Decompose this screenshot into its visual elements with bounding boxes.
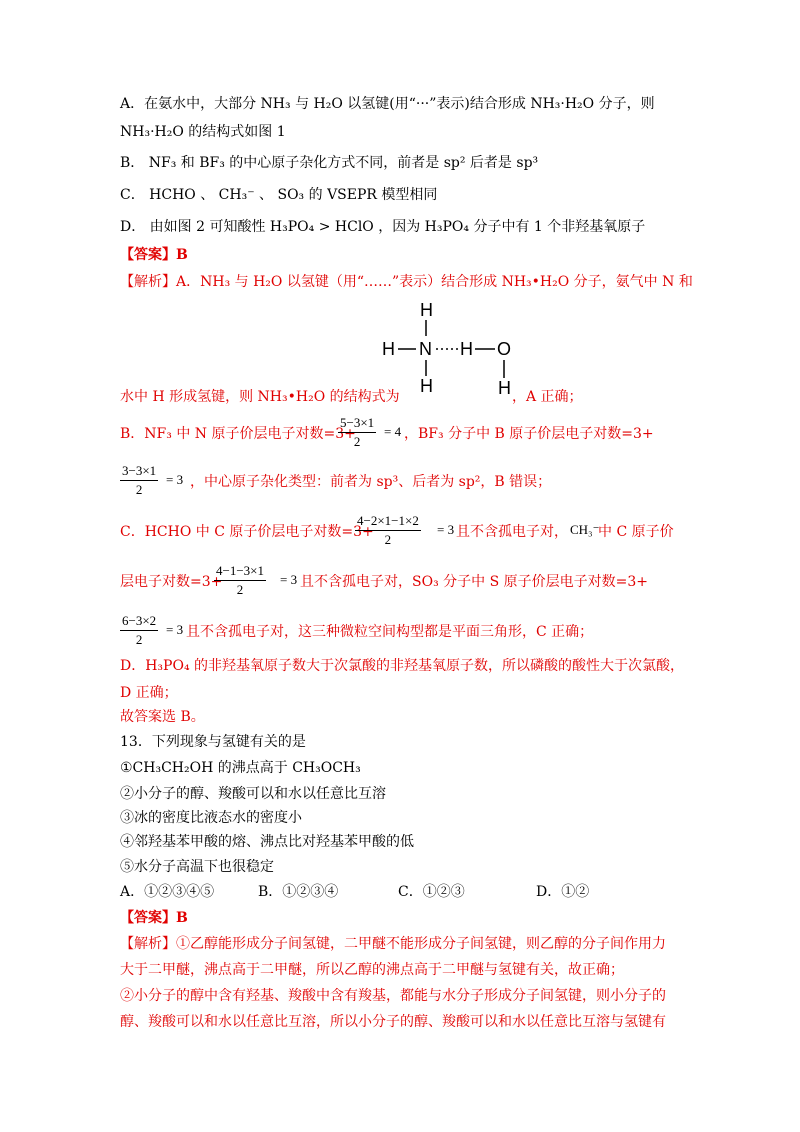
atom-h-bottom: H — [420, 376, 433, 396]
fraction-hcho: $\frac{4-2\times 1-1\times 2}{2}$ — [357, 513, 419, 547]
fraction-hcho-result: = 3 — [437, 522, 455, 537]
q13-choice-a: A．①②③④⑤ — [120, 884, 215, 900]
atom-n: N — [419, 339, 432, 359]
answer-12: 【答案】B — [120, 247, 188, 263]
explanation-b-part3: ，中心原子杂化类型：前者为 sp³、后者为 sp²，B 错误； — [190, 474, 552, 490]
fraction-ch3-result: = 3 — [280, 572, 298, 587]
fraction-ch3: $\frac{4-1-3\times 1}{2}$ — [216, 563, 264, 597]
fraction-bf3: $\frac{3-3\times 1}{2}$ — [122, 463, 157, 497]
explanation-c-part6: 且不含孤电子对，这三种微粒空间构型都是平面三角形，C 正确； — [186, 624, 594, 640]
atom-h-top: H — [420, 300, 433, 320]
fraction-nf3-result: = 4 — [384, 424, 402, 439]
explanation-c-part5: 且不含孤电子对，SO₃ 分子中 S 原子价层电子对数=3+ — [300, 574, 648, 590]
explanation-12-line2-tail: ，A 正确； — [512, 389, 583, 405]
explanation-13-line1: 【解析】①乙醇能形成分子间氢键，二甲醚不能形成分子间氢键，则乙醇的分子间作用力 — [120, 936, 666, 952]
q13-item-5: ⑤水分子高温下也很稳定 — [120, 859, 274, 875]
explanation-13-line4: 醇、羧酸可以和水以任意比互溶，所以小分子的醇、羧酸可以和水以任意比互溶与氢键有 — [120, 1014, 666, 1030]
explanation-13-line2: 大于二甲醚，沸点高于二甲醚，所以乙醇的沸点高于二甲醚与氢键有关，故正确； — [120, 962, 624, 978]
q13-item-2: ②小分子的醇、羧酸可以和水以任意比互溶 — [120, 786, 386, 802]
fraction-nf3: $\frac{5-3\times 1}{2}$ — [340, 415, 375, 449]
atom-h-left: H — [382, 339, 395, 359]
conclusion-12: 故答案选 B。 — [120, 709, 205, 725]
q13-choice-d: D．①② — [536, 884, 590, 900]
option-a-line2: NH₃·H₂O 的结构式如图 1 — [120, 124, 286, 140]
q13-item-3: ③冰的密度比液态水的密度小 — [120, 810, 302, 826]
q13-choice-c: C．①②③ — [398, 884, 465, 900]
option-a-line1: A．在氨水中，大部分 NH₃ 与 H₂O 以氢键(用“···”表示)结合形成 NH₃·H₂O 分子，则 — [120, 96, 655, 112]
explanation-12-line2: 水中 H 形成氢键，则 NH₃•H₂O 的结构式为 — [120, 389, 400, 405]
answer-13: 【答案】B — [120, 910, 188, 926]
atom-h-o: H — [498, 378, 511, 398]
q13-item-4: ④邻羟基苯甲酸的熔、沸点比对羟基苯甲酸的低 — [120, 834, 414, 850]
ch3-anion: CH₃⁻ — [570, 522, 600, 537]
explanation-c-part2: 且不含孤电子对， — [456, 524, 568, 540]
fraction-so3: $\frac{6-3\times 2}{2}$ — [122, 613, 157, 647]
explanation-c-part4: 层电子对数=3+ — [120, 574, 223, 590]
option-b: B． NF₃ 和 BF₃ 的中心原子杂化方式不同，前者是 sp² 后者是 sp³ — [120, 155, 539, 171]
fraction-so3-result: = 3 — [166, 622, 184, 637]
explanation-b-part1: B．NF₃ 中 N 原子价层电子对数=3+ — [120, 426, 356, 442]
atom-o: O — [497, 339, 512, 359]
explanation-b-part2: ，BF₃ 分子中 B 原子价层电子对数=3+ — [404, 426, 654, 442]
q13-choice-b: B．①②③④ — [258, 884, 339, 900]
question-13-stem: 13．下列现象与氢键有关的是 — [120, 734, 306, 750]
fraction-bf3-result: = 3 — [166, 472, 184, 487]
explanation-13-line3: ②小分子的醇中含有羟基、羧酸中含有羧基，都能与水分子形成分子间氢键，则小分子的 — [120, 988, 666, 1004]
nh3-h2o-structure — [378, 298, 528, 398]
option-d: D． 由如图 2 可知酸性 H₃PO₄ > HClO ，因为 H₃PO₄ 分子中有 1 个非羟基氧原子 — [120, 219, 646, 235]
explanation-c-part3: 中 C 原子价 — [598, 524, 674, 540]
option-c: C． HCHO 、 CH₃⁻ 、 SO₃ 的 VSEPR 模型相同 — [120, 187, 438, 203]
explanation-d-line1: D．H₃PO₄ 的非羟基氧原子数大于次氯酸的非羟基氧原子数，所以磷酸的酸性大于次氯酸， — [120, 658, 685, 674]
q13-item-1: ①CH₃CH₂OH 的沸点高于 CH₃OCH₃ — [120, 760, 361, 776]
explanation-d-line2: D 正确； — [120, 685, 178, 701]
explanation-12-line1: 【解析】A．NH₃ 与 H₂O 以氢键（用“……”表示）结合形成 NH₃•H₂O 分子，氨气中 N 和 — [120, 274, 693, 290]
explanation-c-part1: C．HCHO 中 C 原子价层电子对数=3+ — [120, 524, 374, 540]
atom-h-mid: H — [460, 339, 473, 359]
